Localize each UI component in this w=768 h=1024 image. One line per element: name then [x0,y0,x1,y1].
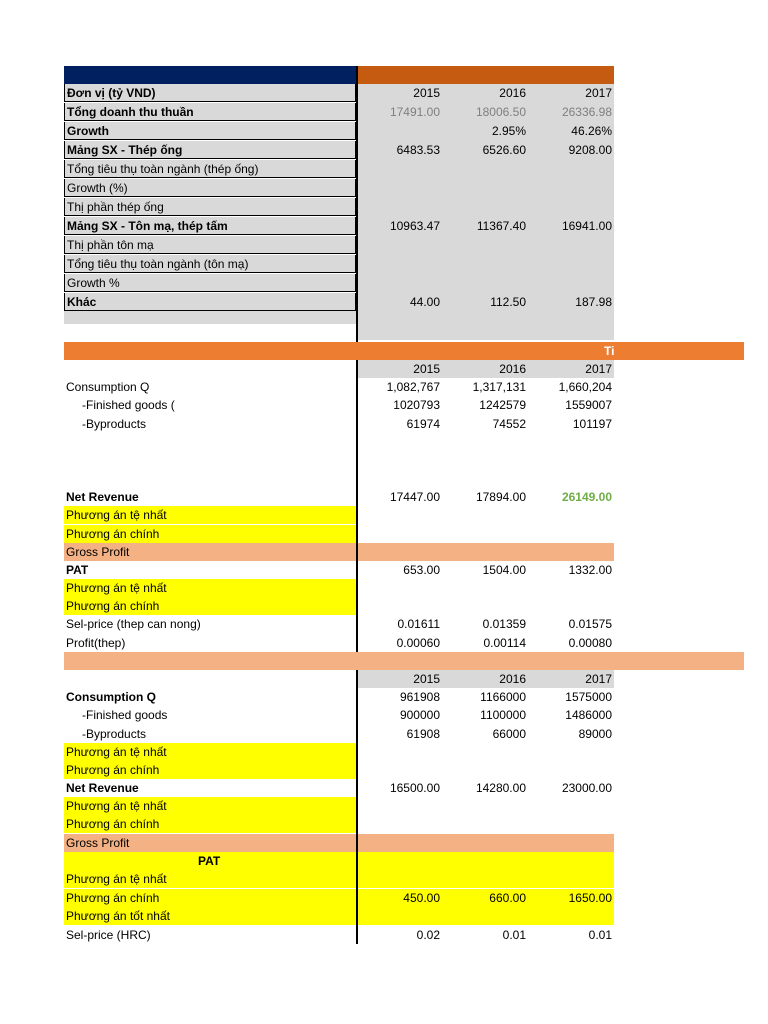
row-values [358,415,616,433]
row-label: Phương án chính [64,597,356,615]
row-label: Profit(thep) [66,636,126,650]
cell-value [358,122,444,140]
cell-value: 0.00080 [568,636,612,650]
cell-value: 74552 [492,417,526,431]
row-label: Growth [64,122,356,140]
row-label: Phương án tệ nhất [64,579,356,597]
cell-value: 2015 [413,86,440,100]
row-values [358,198,616,216]
cell-value [444,160,530,178]
cell-value: 89000 [578,727,612,741]
row-label: -Byproducts [82,727,147,741]
cell-value: 187.98 [575,295,612,309]
row-label: Phương án chính [64,525,356,543]
cell-value: 112.50 [490,295,526,309]
cell-value: 0.01611 [397,617,440,631]
cell-value: 900000 [399,708,440,722]
cell-value [358,160,444,178]
cell-value [530,236,616,254]
row-label: Tổng tiêu thụ toàn ngành (thép ống) [64,160,356,178]
row-values [358,488,616,506]
row-values [358,706,616,724]
cell-value: 2017 [585,672,612,686]
row-label: Gross Profit [64,543,356,561]
cell-value: 2.95% [491,124,526,138]
cell-value: 66000 [492,727,526,741]
row-label: Phương án chính [64,889,356,907]
cell-value: 1650.00 [568,891,612,905]
cell-value: 46.26% [571,124,612,138]
row-label: Consumption Q [66,690,156,704]
row-label: Growth (%) [64,179,356,197]
row-label: Phương án chính [64,761,356,779]
header-bar-navy [64,66,356,84]
row-values [358,561,616,579]
cell-value: 26149.00 [561,490,612,504]
cell-value: 660.00 [489,891,526,905]
row-label: Sel-price (HRC) [66,928,151,942]
cell-value: 10963.47 [389,219,440,233]
row-value-background [358,543,614,561]
row-values [358,122,616,140]
row-values [358,103,616,121]
row-label: Phương án tệ nhất [64,870,356,888]
row-label: -Byproducts [82,417,147,431]
cell-value: 961908 [399,690,440,704]
cell-value: 1559007 [565,398,612,412]
row-label: Đơn vị (tỷ VND) [64,84,356,102]
cell-value: 6483.53 [396,143,440,157]
cell-value: 2017 [585,362,612,376]
cell-value [444,179,530,197]
cell-value: 2016 [499,362,526,376]
cell-value [358,198,444,216]
row-values [358,634,616,652]
cell-value: 101197 [572,417,612,431]
row-value-background [358,834,614,852]
cell-value [358,274,444,292]
row-label: Consumption Q [66,380,150,394]
cell-value: 2016 [499,672,526,686]
cell-value: 0.01575 [568,617,612,631]
row-label: -Finished goods [82,708,168,722]
cell-value: 1486000 [565,708,612,722]
row-label: PAT [66,563,89,577]
cell-value: 17894.00 [475,490,526,504]
row-label: -Finished goods ( [82,398,175,412]
cell-value: 16941.00 [561,219,612,233]
cell-value: 17447.00 [389,490,440,504]
row-label: Thị phần thép ống [64,198,356,216]
cell-value: 0.02 [416,928,440,942]
cell-value: 14280.00 [475,781,526,795]
section2-header-cut-label: Ti [604,344,615,358]
row-values [358,396,616,414]
cell-value: 18006.50 [475,105,526,119]
cell-value [358,179,444,197]
cell-value: 1,660,204 [558,380,612,394]
row-label: Tổng tiêu thụ toàn ngành (tôn mạ) [64,255,356,273]
cell-value: 6526.60 [482,143,526,157]
cell-value: 2016 [499,86,526,100]
row-label: Net Revenue [66,490,139,504]
row-values [358,293,616,311]
row-values [358,670,616,688]
row-label: Khác [64,293,356,311]
cell-value: 1504.00 [482,563,526,577]
row-label: Sel-price (thep can nong) [66,617,201,631]
cell-value [444,274,530,292]
cell-value: 2015 [413,362,440,376]
cell-value [530,198,616,216]
cell-value: 2015 [413,672,440,686]
row-label: Gross Profit [64,834,356,852]
row-label: Net Revenue [66,781,139,795]
row-values [358,926,616,944]
cell-value: 0.01 [502,928,526,942]
row-values [358,84,616,102]
row-label: Phương án chính [64,815,356,833]
cell-value: 0.00060 [396,636,440,650]
cell-value: 0.00114 [483,636,526,650]
cell-value: 1100000 [480,708,526,722]
row-label: PAT [64,852,356,870]
section3-salmon-bar [64,652,744,670]
row-value-background [358,852,614,870]
row-label: Phương án tệ nhất [64,506,356,524]
cell-value [530,160,616,178]
row-values [358,615,616,633]
cell-value: 1,317,131 [472,380,526,394]
row-label: Phương án tệ nhất [64,797,356,815]
cell-value: 0.01359 [482,617,526,631]
row-values [358,236,616,254]
row-values [358,688,616,706]
row-values [358,217,616,235]
row-label: Thị phần tôn mạ [64,236,356,254]
cell-value [444,255,530,273]
cell-value: 1242579 [479,398,526,412]
cell-value: 1575000 [565,690,612,704]
row-values [358,179,616,197]
row-label: Mảng SX - Thép ống [64,141,356,159]
cell-value [358,236,444,254]
cell-value: 44.00 [409,295,440,309]
cell-value: 11367.40 [476,219,526,233]
row-label: Tổng doanh thu thuần [64,103,356,121]
cell-value: 0.01 [588,928,612,942]
cell-value: 17491.00 [389,105,440,119]
cell-value: 653.00 [403,563,440,577]
row-label: Phương án tốt nhất [64,907,356,925]
cell-value: 16500.00 [389,781,440,795]
cell-value [358,255,444,273]
row-values [358,160,616,178]
row-values [358,378,616,396]
row-label: Phương án tệ nhất [64,743,356,761]
row-values [358,274,616,292]
cell-value: 1332.00 [568,563,612,577]
cell-value: 61974 [406,417,440,431]
cell-value: 1,082,767 [386,380,440,394]
cell-value: 2017 [585,86,612,100]
cell-value [530,274,616,292]
cell-value [530,179,616,197]
section2-orange-bar [64,342,744,360]
row-values [358,889,616,907]
cell-value: 61908 [406,727,440,741]
row-values [358,360,616,378]
row-values [358,779,616,797]
row-value-background [358,907,614,925]
row-label: Growth % [64,274,356,292]
row-value-background [358,870,614,888]
cell-value: 23000.00 [561,781,612,795]
cell-value: 450.00 [403,891,440,905]
cell-value [530,255,616,273]
cell-value: 1020793 [393,398,440,412]
cell-value [444,236,530,254]
cell-value [444,198,530,216]
cell-value: 1166000 [480,690,526,704]
row-values [358,725,616,743]
cell-value: 26336.98 [561,105,612,119]
row-values [358,141,616,159]
row-values [358,255,616,273]
cell-value: 9208.00 [568,143,612,157]
row-label: Mảng SX - Tôn mạ, thép tấm [64,217,356,235]
header-bar-orange [358,66,614,84]
